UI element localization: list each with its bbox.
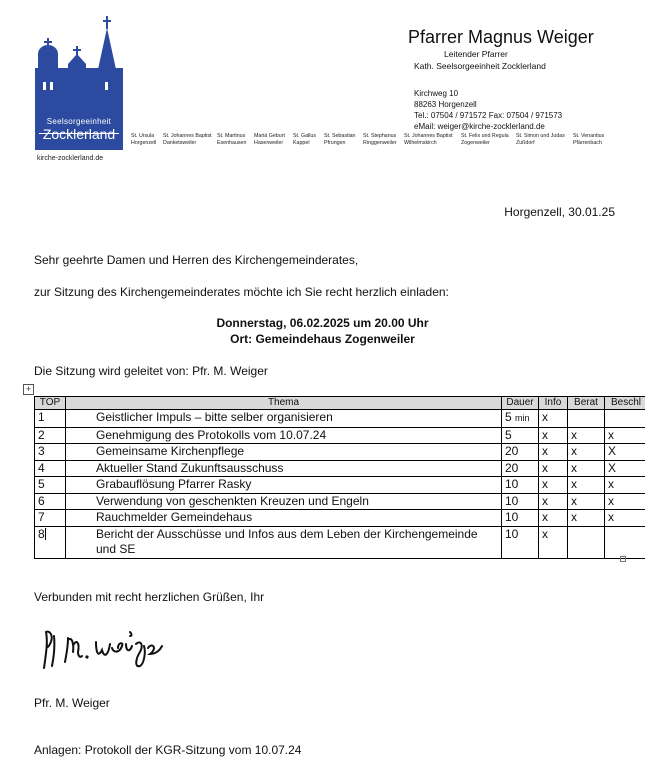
parish-item: St. Martinus Esenhausen [217,133,247,146]
table-row [35,427,645,444]
parish-item: St. Ursula Horgenzell [131,133,157,146]
header-beschl: Beschl [605,397,645,410]
cell-berat: x [568,460,605,477]
cell-berat: x [568,477,605,494]
cell-info: x [539,493,568,510]
signer-name: Pfr. M. Weiger [34,696,110,710]
cell-info: x [539,477,568,494]
header-berat: Berat [568,397,605,410]
table-row [35,444,645,461]
cell-beschl: x [605,510,645,527]
dauer-unit: min [515,413,530,423]
cell-thema: Verwendung von geschenkten Kreuzen und Engeln [66,493,502,510]
cell-dauer [502,410,539,428]
address-street: Kirchweg 10 [414,89,459,98]
cell-info: x [539,410,568,428]
cell-dauer: 10 [502,510,539,527]
parish-item: St. Felix und Regula Zogenweiler [461,133,509,146]
table-header-row [35,397,645,410]
cell-dauer: 5 [502,427,539,444]
text-cursor [45,528,46,540]
parish-item: St. Gallus Kappel [293,133,316,146]
cell-dauer: 10 [502,493,539,510]
cell-thema: Bericht der Ausschüsse und Infos aus dem Leben der Kirchengemeinde und SE [66,526,502,558]
sender-name: Pfarrer Magnus Weiger [408,27,594,47]
cell-beschl [605,526,645,558]
sender-role: Leitender Pfarrer [444,49,508,59]
cell-berat: x [568,444,605,461]
table-row [35,510,645,527]
cell-thema: Gemeinsame Kirchenpflege [66,444,502,461]
header-thema: Thema [66,397,502,410]
table-row [35,410,645,428]
address-city: 88263 Horgenzell [414,100,477,109]
intro-text: zur Sitzung des Kirchengemeinderates möchte ich Sie recht herzlich einladen: [34,285,449,299]
cell-top[interactable]: 8 [35,526,66,558]
agenda-table [34,396,645,559]
cell-beschl: X [605,460,645,477]
table-resize-handle[interactable] [620,556,626,562]
attachments-line: Anlagen: Protokoll der KGR-Sitzung vom 10.07.24 [34,743,302,757]
cell-info: x [539,427,568,444]
cell-top: 2 [35,427,66,444]
cell-berat [568,410,605,428]
parish-item: Mariä Geburt Hasenweiler [254,133,285,146]
table-row [35,460,645,477]
parish-item: St. Stephanus Ringgenweiler [363,133,397,146]
cell-beschl: x [605,493,645,510]
sender-address [414,88,562,132]
cell-thema: Aktueller Stand Zukunftsausschuss [66,460,502,477]
cell-info: x [539,510,568,527]
cell-top: 4 [35,460,66,477]
cell-beschl: x [605,477,645,494]
parish-item: St. Simon und Judas Zußdorf [516,133,565,146]
cell-dauer: 20 [502,444,539,461]
parish-item: St. Sebastian Pfrungen [324,133,356,146]
logo-text-line1: Seelsorgeeinheit [46,117,112,126]
chair-line: Die Sitzung wird geleitet von: Pfr. M. Weiger [34,364,268,378]
table-move-handle-icon[interactable]: + [23,384,34,395]
parish-item: St. Johannes Baptist Wilhelmskirch [404,133,453,146]
parish-item: St. Johannes Baptist Danketsweiler [163,133,212,146]
cell-thema: Grabauflösung Pfarrer Rasky [66,477,502,494]
cell-top: 7 [35,510,66,527]
table-row [35,493,645,510]
cell-dauer: 10 [502,477,539,494]
signature-icon [40,622,165,674]
cell-top: 5 [35,477,66,494]
cell-info: x [539,526,568,558]
cell-thema: Geistlicher Impuls – bitte selber organisieren [66,410,502,428]
cell-dauer: 20 [502,460,539,477]
letter-date: Horgenzell, 30.01.25 [504,205,615,219]
sender-unit: Kath. Seelsorgeeinheit Zocklerland [414,61,546,71]
dauer-value: 5 [505,410,512,424]
meeting-place: Ort: Gemeindehaus Zogenweiler [230,332,415,346]
cell-top: 6 [35,493,66,510]
header-top: TOP [35,397,66,410]
table-row [35,526,645,558]
meeting-date: Donnerstag, 06.02.2025 um 20.00 Uhr [216,316,429,330]
salutation: Sehr geehrte Damen und Herren des Kirchengemeinderates, [34,253,359,267]
closing-text: Verbunden mit recht herzlichen Grüßen, Ihr [34,590,265,604]
cell-dauer: 10 [502,526,539,558]
cell-beschl: x [605,427,645,444]
table-row [35,477,645,494]
header-dauer: Dauer [502,397,539,410]
cell-thema: Rauchmelder Gemeindehaus [66,510,502,527]
address-email[interactable]: eMail: weiger@kirche-zocklerland.de [414,122,545,131]
website-link[interactable]: kirche-zocklerland.de [37,155,104,162]
header-info: Info [539,397,568,410]
signature [40,622,165,674]
cell-top: 3 [35,444,66,461]
cell-beschl [605,410,645,428]
logo-text-line2: Zocklerland [42,126,116,142]
cell-beschl: X [605,444,645,461]
cell-berat: x [568,493,605,510]
cell-info: x [539,444,568,461]
cell-berat: x [568,510,605,527]
cell-berat [568,526,605,558]
parish-item: St. Venantius Pfärrenbach [573,133,605,146]
parish-logo [35,16,123,150]
cell-info: x [539,460,568,477]
cell-top: 1 [35,410,66,428]
address-phone: Tel.: 07504 / 971572 Fax: 07504 / 971573 [414,111,563,120]
cell-berat: x [568,427,605,444]
cell-thema: Genehmigung des Protokolls vom 10.07.24 [66,427,502,444]
